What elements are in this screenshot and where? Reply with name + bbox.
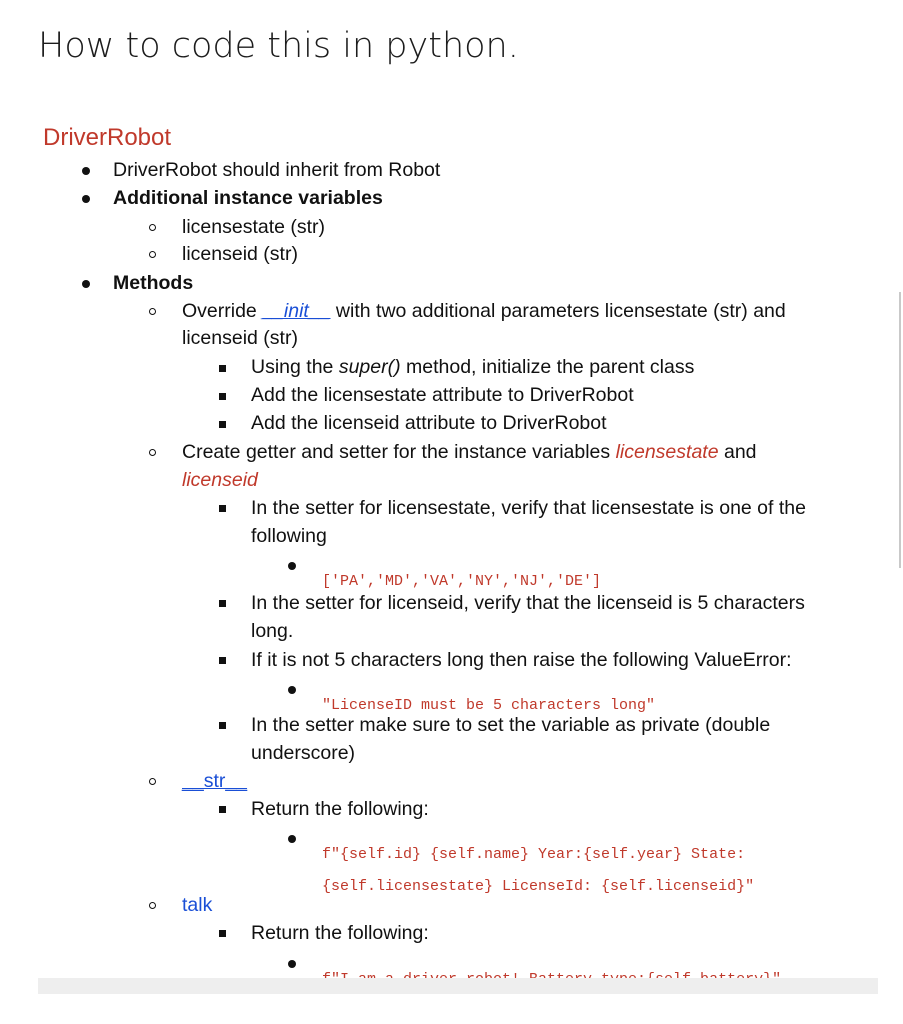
override-line-2: licenseid (str) — [182, 327, 298, 349]
states-list: ['PA','MD','VA','NY','NJ','DE'] — [322, 573, 602, 590]
setter-state-line: In the setter for licensestate, verify that licensestate is one of the — [251, 497, 806, 519]
str-code-line-1: f"{self.id} {self.name} Year:{self.year} State: — [322, 846, 746, 863]
override-line — [182, 302, 786, 322]
bullet — [288, 686, 296, 694]
getter-line — [182, 443, 757, 463]
str-method-name: __str__ — [182, 770, 248, 792]
private-line: In the setter make sure to set the variable as private (double — [251, 714, 771, 736]
bullet — [288, 835, 296, 843]
licenseid-ref: licenseid — [182, 469, 258, 491]
add-state-line: Add the licensestate attribute to DriverRobot — [251, 384, 634, 406]
bullet — [82, 280, 90, 288]
str-code-line-2: {self.licensestate} LicenseId: {self.licenseid}" — [322, 878, 755, 895]
bullet — [149, 902, 156, 909]
bullet — [219, 365, 226, 372]
licensestate-ref: licensestate — [615, 441, 719, 463]
bullet — [219, 930, 226, 937]
bullet — [288, 960, 296, 968]
super-text-2: method, initialize the parent class — [400, 356, 695, 378]
inherit-line: DriverRobot should inherit from Robot — [113, 159, 441, 181]
bullet — [82, 195, 90, 203]
override-text-2: with two additional parameters licensestate (str) and — [330, 300, 786, 322]
bullet — [219, 806, 226, 813]
bullet — [219, 600, 226, 607]
super-line — [251, 358, 694, 378]
bullet — [219, 657, 226, 664]
setter-id-line: In the setter for licenseid, verify that the licenseid is 5 characters — [251, 592, 805, 614]
bullet — [219, 505, 226, 512]
question-title: How to code this in python. — [38, 26, 519, 66]
var-licenseid: licenseid (str) — [182, 243, 298, 265]
setter-id-line-2: long. — [251, 620, 294, 642]
page-footer-strip — [38, 978, 878, 994]
override-text: Override — [182, 300, 263, 322]
bullet — [149, 308, 156, 315]
getter-text: Create getter and setter for the instance variables — [182, 441, 616, 463]
scrollbar[interactable] — [899, 292, 901, 568]
section-heading: DriverRobot — [43, 124, 172, 151]
bullet — [288, 562, 296, 570]
init-method-name: __init__ — [262, 300, 331, 322]
bullet — [149, 778, 156, 785]
bullet — [219, 722, 226, 729]
error-message: "LicenseID must be 5 characters long" — [322, 697, 656, 714]
str-return-line: Return the following: — [251, 798, 429, 820]
add-id-line: Add the licenseid attribute to DriverRobot — [251, 412, 607, 434]
talk-return-line: Return the following: — [251, 922, 429, 944]
raise-line: If it is not 5 characters long then raise the following ValueError: — [251, 649, 792, 671]
bullet — [149, 449, 156, 456]
bullet — [219, 421, 226, 428]
super-call: super() — [338, 356, 401, 378]
bullet — [149, 224, 156, 231]
talk-method-name: talk — [182, 894, 213, 916]
bullet — [82, 167, 90, 175]
getter-text-2: and — [718, 441, 757, 463]
methods-heading: Methods — [113, 272, 194, 294]
setter-state-line-2: following — [251, 525, 327, 547]
var-licensestate: licensestate (str) — [182, 216, 326, 238]
bullet — [149, 251, 156, 258]
super-text: Using the — [251, 356, 339, 378]
private-line-2: underscore) — [251, 742, 356, 764]
additional-vars-heading: Additional instance variables — [113, 187, 383, 209]
bullet — [219, 393, 226, 400]
